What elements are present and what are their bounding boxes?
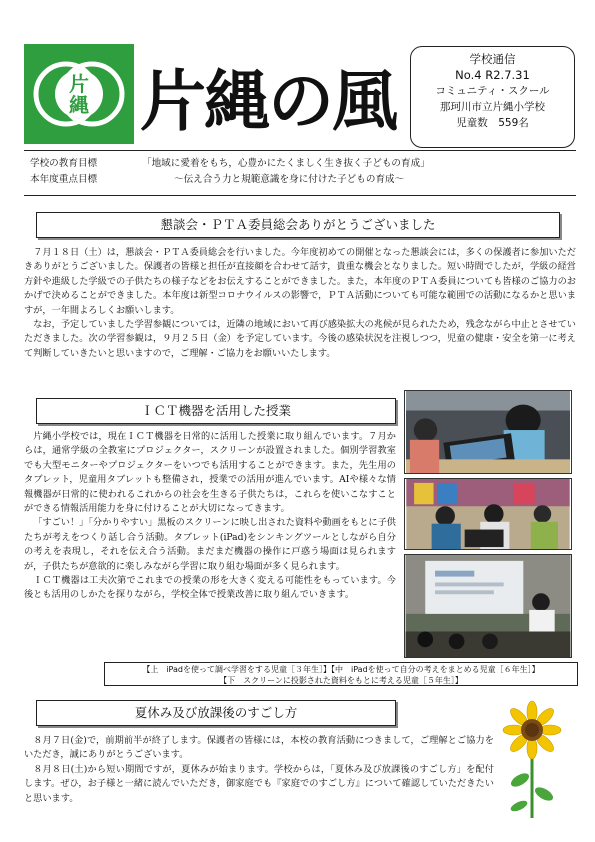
photo-ipad-research [404,390,572,474]
section-body-meeting [24,246,576,361]
paragraph: 片縄小学校では，現在ＩＣＴ機器を日常的に活用した授業に取り組んでいます。７月からは，通常学級の全教室にプロジェクター，スクリーンが設置されました。個別学習教室でも大型モニターやプロジェクターをいつでも活用することができます。また，先生用のタブレット，児童用タブレットも整備され，授業での活用が進んでいます。AIや様々な情報機器が日常的に使われるこれからの社会を生きる子供たちは，これらを使いこなすことができる情報活用能力を身に付けることが大切になってきます。 [24,431,396,515]
section-body-ict [24,430,396,603]
priority-goal-label: 本年度重点目標 [30,174,98,185]
paragraph: ＩＣＴ機器は工夫次第でこれまでの授業の形を大きく変える可能性をもっています。今後とも活用のしかたを探りながら，学校全体で授業改善に取り組んでいきます。 [24,575,396,601]
paragraph: なお，予定していました学習参観については，近隣の地域において再び感染拡大の兆候が見られたため，残念ながら中止とさせていただきました。次の学習参観は，９月２５日（金）を予定しています。今後の感染状況を注視しつつ，児童の健康・安全を第一に考えて判断していきたいと思いますので，ご理解・ご協力をお願いいたします。 [24,319,576,359]
student-count: 児童数 559名 [456,117,529,129]
paragraph: ８月８日(土)から短い期間ですが，夏休みが始まります。学校からは，「夏休み及び放課後のすごし方」を配付します。ぜひ，お子様と一緒に読んでいただき，御家庭でも『家庭でのすごし方』について確認していただきたいと思います。 [24,763,494,804]
logo-text-bottom: 縄 [69,93,89,117]
section-body-summer [24,734,494,806]
paragraph: 「すごい！」「分かりやすい」黒板のスクリーンに映し出された資料や動画をもとに子供たちが考えをつくり話し合う活動。タブレット(iPad)をシンキングツールとしながら自分の考えを表現し，それを伝え合う活動。まだまだ機器の操作に戸惑う場面は見られますが，子供たちが意欲的に楽しみながら学習に取り組む場面が多く見られます。 [24,517,396,572]
issue-label: 学校通信 [469,52,516,66]
paragraph: ７月１８日（土）は，懇談会・ＰＴＡ委員総会を行いました。今年度初めての開催となった懇談会には，多くの保護者に参加いただきありがとうございました。保護者の皆様と担任が直接顔を合わせて話す，貴重な機会となりました。短い時間でしたが，学級の経営方針や進級した学級での子供たちの様子などをお伝えすることができました。また，本年度のＰＴＡ委員についても皆様のご協力のおかげで決めることができました。本年度は新型コロナウイルスの影響で，ＰＴＡ活動についても可能な範囲での活動になるかと思いますが，一年間よろしくお願いします。 [24,247,576,316]
section-title-summer: 夏休み及び放課後のすごし方 [36,700,396,726]
priority-goal-text: ～伝え合う力と規範意識を身に付けた子どもの育成～ [174,174,405,185]
section-title-meeting: 懇談会・ＰＴＡ委員総会ありがとうございました [36,212,560,238]
logo-text-top: 片 [69,72,89,96]
caption-line-1: 【上 iPadを使って調べ学習をする児童［３年生］】【中 iPadを使って自分の考えをまとめる児童［６年生］】 [142,665,540,674]
education-goal-text: 「地域に愛着をもち，心豊かにたくましく生き抜く子どもの育成」 [142,158,430,169]
section-title-ict: ＩＣＴ機器を活用した授業 [36,398,396,424]
photo-ipad-thinking [404,478,572,550]
newsletter-title-art [140,52,405,137]
education-goal-label: 学校の教育目標 [30,158,98,169]
photo-screen-lesson [404,554,572,658]
caption-line-2: 【下 スクリーンに投影された資料をもとに考える児童［５年生］】 [219,676,463,685]
community-school-label: コミュニティ・スクール [435,85,550,97]
school-logo [24,44,134,144]
svg-text:片縄の風: 片縄の風 [140,63,396,137]
sunflower-illustration [492,698,572,818]
photo-caption [104,662,578,686]
issue-number-date: No.4 R2.7.31 [455,68,530,82]
school-name: 那珂川市立片縄小学校 [440,101,545,113]
paragraph: ８月７日(金)で，前期前半が終了します。保護者の皆様には，本校の教育活動につきまして，ご理解とご協力をいただき，誠にありがとうございます。 [24,735,494,761]
school-goals [24,150,576,196]
issue-info-box [410,46,575,148]
